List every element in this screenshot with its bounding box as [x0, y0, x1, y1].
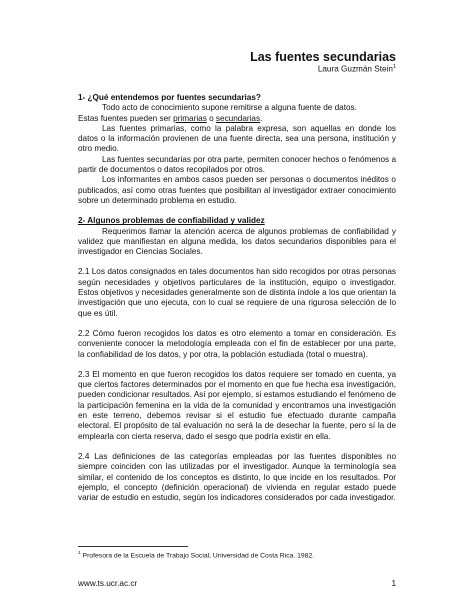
section-2-4-paragraph: 2.4 Las definiciones de las categorías empleadas por las fuentes disponibles no siempre coinciden con las utilizadas por el investigador. Aunque la terminología sea similar, el contenido de los conceptos es distinto, lo que incide en los resultados. Por ejemplo, el concepto (definición operacional) de vivienda en regular estado puede variar de estudio en estudio, según los indicadores considerados por cada investigador. [78, 451, 396, 503]
footer-url: www.ts.ucr.ac.cr [78, 579, 138, 588]
section-2-3-paragraph: 2.3 El momento en que fueron recogidos los datos requiere ser tomado en cuenta, ya que ciertos factores determinados por el momento en que fue hecha esa investigación, pueden condicionar resultados. Así por ejemplo, si estamos estudiando el fenómeno de la participación femenina en la vida de la comunidad y encontramos una investigación en este terreno, debemos revisar si el estudio fue efectuado durante campaña electoral. El propósito de tal evaluación no será la de desechar la fuente, pero sí la de emplearla con cierta reserva, dado el sesgo que podría existir en ella. [78, 369, 396, 441]
section-1-paragraph-1: Todo acto de conocimiento supone remitirse a alguna fuente de datos. [102, 103, 357, 113]
section-2-1-paragraph: 2.1 Los datos consignados en tales documentos han sido recogidos por otras personas según necesidades y objetivos particulares de la institución, equipo o investigador. Estos objetivos y necesidades generalmente son de distinta índole a los que orientan la investigación que uno ejecuta, con lo cual se requiere de una rigurosa selección de lo que es útil. [78, 267, 396, 318]
footnote-ref: 1 [78, 551, 81, 556]
author-line [318, 64, 396, 74]
section-2-heading: 2- Algunos problemas de confiabilidad y validez [78, 216, 265, 226]
section-2-2-paragraph: 2.2 Cómo fueron recogidos los datos es otro elemento a tomar en consideración. Es conveniente conocer la metodología empleada con el fin de establecer por una parte, la confiabilidad de los datos, y por otra, la población estudiada (total o muestra). [78, 328, 396, 359]
page-number: 1 [391, 579, 396, 588]
document-body [78, 93, 396, 503]
footnote [78, 551, 314, 559]
section-1-heading: 1- ¿Qué entendemos por fuentes secundarias? [78, 93, 261, 102]
author-name: Laura Guzmán Stein [317, 64, 393, 74]
conjunction-text: o [206, 113, 216, 123]
section-1-paragraph-3: Las fuentes secundarias por otra parte, permiten conocer hechos o fenómenos a partir de documentos o datos recopilados por otros. [78, 154, 396, 175]
secundarias-term: secundarias [215, 113, 261, 123]
section-1-paragraph-4: Los informantes en ambos casos pueden ser personas o documentos inéditos o publicados, así como otras fuentes que posibilitan al investigador extraer conocimiento sobre un determinado problema en estudio. [78, 175, 396, 205]
footnote-divider [78, 546, 188, 547]
sources-text: Estas fuentes pueden ser [78, 113, 174, 123]
section-1-paragraph-2: Las fuentes primarias, como la palabra expresa, son aquellas en donde los datos o la información provienen de una fuente directa, sea una persona, institución y otro medio. [78, 123, 396, 154]
primarias-term: primarias [173, 113, 207, 123]
section-2-intro: Requerimos llamar la atención acerca de algunos problemas de confiabilidad y validez que manifiestan en alguna medida, los datos secundarios disponibles para el investigador en Ciencias Sociales. [78, 226, 396, 257]
period-text: . [260, 113, 263, 123]
section-1-paragraph-1b [78, 114, 396, 124]
author-footnote-ref: 1 [392, 64, 396, 70]
document-title: Las fuentes secundarias [250, 50, 396, 64]
footnote-text: Profesora de la Escuela de Trabajo Social, Universidad de Costa Rica. 1982. [80, 552, 315, 560]
